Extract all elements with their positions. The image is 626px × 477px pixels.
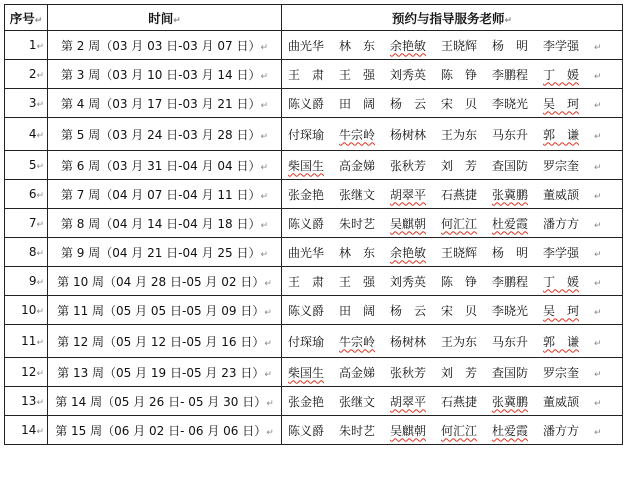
teacher-name: 陈义爵 (288, 216, 325, 231)
teacher-name: 王为东 (441, 334, 478, 349)
week-text: 第 15 周（06 月 02 日- 06 月 06 日） (55, 423, 267, 438)
teachers-cell: 王 肃 王 强 刘秀英 陈 铮 李鹏程 丁 媛 ↵ (282, 267, 623, 296)
teachers-cell: 张金艳 张继文 胡翠平 石燕捷 张冀鹏 董威颉 ↵ (282, 387, 623, 416)
teacher-name: 查国防 (492, 365, 529, 380)
teacher-name: 杨 云 (390, 303, 427, 318)
table-row (5, 296, 623, 325)
row-number-text: 8 (28, 245, 37, 259)
teacher-name: 郭 谦 (543, 334, 580, 349)
row-number-text: 13 (21, 394, 37, 408)
teacher-name: 杨树林 (390, 334, 427, 349)
schedule-table (4, 4, 623, 445)
teacher-name: 高金娣 (339, 365, 376, 380)
teacher-name: 杨 明 (492, 38, 529, 53)
header-row (5, 5, 623, 31)
week-cell: 第 15 周（06 月 02 日- 06 月 06 日）↵ (48, 416, 282, 445)
week-text: 第 3 周（03 月 10 日-03 月 14 日） (60, 67, 261, 82)
row-number: 5↵ (5, 151, 48, 180)
teacher-name: 林 东 (339, 38, 376, 53)
teacher-name: 潘方方 (543, 216, 580, 231)
teacher-name: 张继文 (339, 187, 376, 202)
teacher-name: 王 肃 (288, 67, 325, 82)
teacher-name: 李晓光 (492, 303, 529, 318)
week-text: 第 2 周（03 月 03 日-03 月 07 日） (60, 38, 261, 53)
teacher-name: 马东升 (492, 127, 529, 142)
row-number: 8↵ (5, 238, 48, 267)
header-teachers-label: 预约与指导服务老师 (391, 10, 505, 26)
row-number-text: 14 (21, 423, 37, 437)
teacher-name: 丁 媛 (543, 274, 580, 289)
teachers-cell: 柴国生 高金娣 张秋芳 刘 芳 查国防 罗宗奎 ↵ (282, 358, 623, 387)
teacher-name: 王 肃 (288, 274, 325, 289)
week-cell: 第 12 周（05 月 12 日-05 月 16 日）↵ (48, 325, 282, 358)
teacher-name: 石燕捷 (441, 187, 478, 202)
teacher-name: 王晓辉 (441, 245, 478, 260)
row-number: 10↵ (5, 296, 48, 325)
row-number: 1↵ (5, 31, 48, 60)
teacher-name: 张金艳 (288, 394, 325, 409)
row-number: 6↵ (5, 180, 48, 209)
row-number: 12↵ (5, 358, 48, 387)
table-body (5, 31, 623, 445)
teacher-name: 张秋芳 (390, 365, 427, 380)
teacher-name: 马东升 (492, 334, 529, 349)
teacher-name: 李学强 (543, 38, 580, 53)
teacher-name: 杜爱霞 (492, 216, 529, 231)
teacher-name: 张冀鹏 (492, 394, 529, 409)
teacher-name: 余艳敏 (390, 38, 427, 53)
week-text: 第 7 周（04 月 07 日-04 月 11 日） (60, 187, 261, 202)
teacher-name: 柴国生 (288, 365, 325, 380)
teacher-name: 杜爱霞 (492, 423, 529, 438)
teacher-name: 王 强 (339, 274, 376, 289)
teacher-name: 朱时艺 (339, 216, 376, 231)
table-row (5, 209, 623, 238)
row-number: 9↵ (5, 267, 48, 296)
teacher-name: 王晓辉 (441, 38, 478, 53)
teacher-name: 潘方方 (543, 423, 580, 438)
table-row (5, 151, 623, 180)
row-number-text: 1 (28, 38, 37, 52)
teacher-name: 李鹏程 (492, 67, 529, 82)
teacher-name: 董威颉 (543, 187, 580, 202)
teachers-cell: 付琛瑜 牛宗岭 杨树林 王为东 马东升 郭 谦 ↵ (282, 118, 623, 151)
table-row (5, 60, 623, 89)
week-text: 第 6 周（03 月 31 日-04 月 04 日） (60, 158, 261, 173)
row-number-text: 12 (21, 365, 37, 379)
teacher-name: 陈 铮 (441, 274, 478, 289)
week-text: 第 13 周（05 月 19 日-05 月 23 日） (57, 365, 265, 380)
teachers-cell: 陈义爵 朱时艺 吴麒朝 何汇江 杜爱霞 潘方方 ↵ (282, 209, 623, 238)
teacher-name: 林 东 (339, 245, 376, 260)
teacher-name: 陈义爵 (288, 303, 325, 318)
week-text: 第 9 周（04 月 21 日-04 月 25 日） (60, 245, 261, 260)
teacher-name: 丁 媛 (543, 67, 580, 82)
table-row (5, 416, 623, 445)
table-row (5, 387, 623, 416)
teacher-name: 胡翠平 (390, 187, 427, 202)
week-cell: 第 11 周（05 月 05 日-05 月 09 日）↵ (48, 296, 282, 325)
week-cell: 第 8 周（04 月 14 日-04 月 18 日）↵ (48, 209, 282, 238)
week-text: 第 4 周（03 月 17 日-03 月 21 日） (60, 96, 261, 111)
teacher-name: 刘 芳 (441, 365, 478, 380)
teacher-name: 杨 明 (492, 245, 529, 260)
week-cell: 第 9 周（04 月 21 日-04 月 25 日）↵ (48, 238, 282, 267)
teacher-name: 朱时艺 (339, 423, 376, 438)
row-number: 13↵ (5, 387, 48, 416)
teacher-name: 张继文 (339, 394, 376, 409)
week-cell: 第 4 周（03 月 17 日-03 月 21 日）↵ (48, 89, 282, 118)
teacher-name: 刘秀英 (390, 67, 427, 82)
row-number: 7↵ (5, 209, 48, 238)
teacher-name: 田 阔 (339, 96, 376, 111)
teacher-name: 李晓光 (492, 96, 529, 111)
teacher-name: 牛宗岭 (339, 334, 376, 349)
teacher-name: 王 强 (339, 67, 376, 82)
teachers-cell: 陈义爵 田 阔 杨 云 宋 贝 李晓光 吴 珂 ↵ (282, 89, 623, 118)
table-row (5, 238, 623, 267)
week-cell: 第 14 周（05 月 26 日- 05 月 30 日）↵ (48, 387, 282, 416)
teacher-name: 付琛瑜 (288, 334, 325, 349)
teacher-name: 罗宗奎 (543, 365, 580, 380)
teacher-name: 王为东 (441, 127, 478, 142)
teacher-name: 吴麒朝 (390, 216, 427, 231)
teacher-name: 张秋芳 (390, 158, 427, 173)
row-number-text: 2 (28, 67, 37, 81)
table-row (5, 267, 623, 296)
row-number-text: 9 (28, 274, 37, 288)
teacher-name: 宋 贝 (441, 96, 478, 111)
teacher-name: 罗宗奎 (543, 158, 580, 173)
row-number: 14↵ (5, 416, 48, 445)
teacher-name: 陈 铮 (441, 67, 478, 82)
teacher-name: 郭 谦 (543, 127, 580, 142)
teachers-cell: 王 肃 王 强 刘秀英 陈 铮 李鹏程 丁 媛 ↵ (282, 60, 623, 89)
table-row (5, 180, 623, 209)
teachers-cell: 曲光华 林 东 余艳敏 王晓辉 杨 明 李学强 ↵ (282, 31, 623, 60)
week-cell: 第 2 周（03 月 03 日-03 月 07 日）↵ (48, 31, 282, 60)
teacher-name: 高金娣 (339, 158, 376, 173)
teacher-name: 何汇江 (441, 216, 478, 231)
week-text: 第 14 周（05 月 26 日- 05 月 30 日） (55, 394, 267, 409)
teachers-cell: 张金艳 张继文 胡翠平 石燕捷 张冀鹏 董威颉 ↵ (282, 180, 623, 209)
table-row (5, 325, 623, 358)
header-no: 序号↵ (5, 5, 48, 31)
table-row (5, 358, 623, 387)
week-text: 第 8 周（04 月 14 日-04 月 18 日） (60, 216, 261, 231)
teacher-name: 田 阔 (339, 303, 376, 318)
table-row (5, 89, 623, 118)
teacher-name: 张冀鹏 (492, 187, 529, 202)
week-cell: 第 5 周（03 月 24 日-03 月 28 日）↵ (48, 118, 282, 151)
row-number-text: 6 (28, 187, 37, 201)
week-cell: 第 10 周（04 月 28 日-05 月 02 日）↵ (48, 267, 282, 296)
teacher-name: 杨 云 (390, 96, 427, 111)
row-number-text: 7 (28, 216, 37, 230)
teacher-name: 余艳敏 (390, 245, 427, 260)
teacher-name: 李鹏程 (492, 274, 529, 289)
teacher-name: 陈义爵 (288, 96, 325, 111)
teachers-cell: 柴国生 高金娣 张秋芳 刘 芳 查国防 罗宗奎 ↵ (282, 151, 623, 180)
teacher-name: 李学强 (543, 245, 580, 260)
row-number-text: 4 (28, 127, 37, 141)
header-time-label: 时间 (148, 10, 174, 26)
teacher-name: 吴 珂 (543, 303, 580, 318)
teacher-name: 杨树林 (390, 127, 427, 142)
row-number-text: 10 (21, 303, 37, 317)
teacher-name: 柴国生 (288, 158, 325, 173)
row-number: 4↵ (5, 118, 48, 151)
teacher-name: 胡翠平 (390, 394, 427, 409)
row-number-text: 11 (21, 334, 37, 348)
teacher-name: 张金艳 (288, 187, 325, 202)
row-number: 2↵ (5, 60, 48, 89)
teacher-name: 宋 贝 (441, 303, 478, 318)
week-text: 第 12 周（05 月 12 日-05 月 16 日） (57, 334, 265, 349)
teacher-name: 何汇江 (441, 423, 478, 438)
teacher-name: 吴麒朝 (390, 423, 427, 438)
header-time: 时间↵ (48, 5, 282, 31)
week-text: 第 11 周（05 月 05 日-05 月 09 日） (57, 303, 265, 318)
week-cell: 第 7 周（04 月 07 日-04 月 11 日）↵ (48, 180, 282, 209)
table-row (5, 31, 623, 60)
teacher-name: 曲光华 (288, 245, 325, 260)
teacher-name: 陈义爵 (288, 423, 325, 438)
week-text: 第 5 周（03 月 24 日-03 月 28 日） (60, 127, 261, 142)
teachers-cell: 付琛瑜 牛宗岭 杨树林 王为东 马东升 郭 谦 ↵ (282, 325, 623, 358)
row-number-text: 5 (28, 158, 37, 172)
teacher-name: 石燕捷 (441, 394, 478, 409)
row-number-text: 3 (28, 96, 37, 110)
table-row (5, 118, 623, 151)
teacher-name: 吴 珂 (543, 96, 580, 111)
teachers-cell: 曲光华 林 东 余艳敏 王晓辉 杨 明 李学强 ↵ (282, 238, 623, 267)
header-no-label: 序号 (9, 10, 35, 26)
teacher-name: 董威颉 (543, 394, 580, 409)
week-cell: 第 6 周（03 月 31 日-04 月 04 日）↵ (48, 151, 282, 180)
teacher-name: 付琛瑜 (288, 127, 325, 142)
header-teachers: 预约与指导服务老师↵ (282, 5, 623, 31)
week-text: 第 10 周（04 月 28 日-05 月 02 日） (57, 274, 265, 289)
teacher-name: 曲光华 (288, 38, 325, 53)
row-number: 3↵ (5, 89, 48, 118)
week-cell: 第 13 周（05 月 19 日-05 月 23 日）↵ (48, 358, 282, 387)
teacher-name: 刘 芳 (441, 158, 478, 173)
row-number: 11↵ (5, 325, 48, 358)
week-cell: 第 3 周（03 月 10 日-03 月 14 日）↵ (48, 60, 282, 89)
teachers-cell: 陈义爵 田 阔 杨 云 宋 贝 李晓光 吴 珂 ↵ (282, 296, 623, 325)
teacher-name: 查国防 (492, 158, 529, 173)
teacher-name: 牛宗岭 (339, 127, 376, 142)
teacher-name: 刘秀英 (390, 274, 427, 289)
teachers-cell: 陈义爵 朱时艺 吴麒朝 何汇江 杜爱霞 潘方方 ↵ (282, 416, 623, 445)
